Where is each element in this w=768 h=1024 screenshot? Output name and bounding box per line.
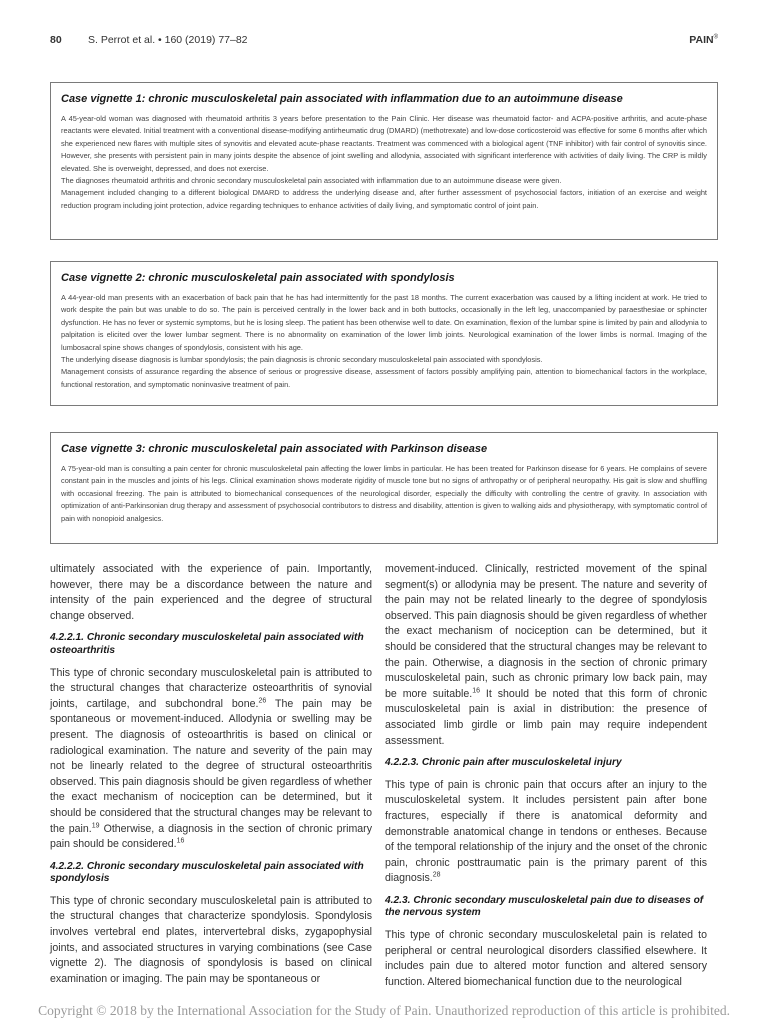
paragraph-text: This type of pain is chronic pain that occurs after an injury to the musculoskeletal system. It includes persistent pain after bone fractures, especially if there is anatomical deformity and demonstrable anatomical change in tendons or entheses. Because of the temporal relationship of the injury and the onset of the chronic pain, chronic posttraumatic pain is the primary parent of this diagnosis. — [385, 778, 707, 885]
running-header — [50, 34, 718, 50]
copyright-notice: Copyright © 2018 by the International Association for the Study of Pain. Unauthorized reproduction of this article is prohibited. — [38, 1003, 730, 1018]
body-paragraph: ultimately associated with the experience of pain. Importantly, however, there may be a discordance between the nature and intensity of the pain experienced and the degree of structural change observed. — [50, 563, 372, 622]
case-vignette-2-title: Case vignette 2: chronic musculoskeletal pain associated with spondylosis — [61, 272, 455, 284]
case-vignette-1-paragraph: Management included changing to a different biological DMARD to address the underlying disease and, after further assessment of psychosocial factors, initiation of an exercise and weight reduction program including joint protection, advice regarding techniques to enhance activities of daily living, and symptomatic control of joint pain. — [61, 188, 707, 210]
case-vignette-1-paragraph: A 45-year-old woman was diagnosed with rheumatoid arthritis 3 years before presentation to the Pain Clinic. Her disease was rheumatoid factor- and ACPA-positive arthritis, and acute-phase reactants were elevated. Initial treatment with a conventional disease-modifying antirheumatic drug (DMARD) (methotrexate) and low-dose corticosteroid was effective for some 6 months after which she experienced new flares with multiple sites of synovitis and elevated acute-phase reactants. Treatment was commenced with a biological agent (TNF inhibitor) with fair control of synovitis since. However, she presents with persistent pain in many joints despite the absence of joint swelling and allodynia, associated with significant interference with activities of daily living. The CRP is mildly elevated. She is overweight, depressed, and does not exercise. — [61, 114, 707, 173]
left-text-column — [50, 562, 372, 994]
case-vignette-2-paragraph: Management consists of assurance regarding the absence of serious or progressive disease, assessment of factors possibly amplifying pain, attention to biomechanical factors in the workplace, functional restoration, and symptomatic noninvasive treatment of pain. — [61, 367, 707, 389]
case-vignette-2-box — [50, 261, 718, 406]
body-paragraph — [385, 778, 707, 887]
reference-marker[interactable]: 19 — [91, 821, 100, 829]
body-paragraph: This type of chronic secondary musculoskeletal pain is related to peripheral or central neurological disorders classified elsewhere. It includes pain due to altered motor function and altered sensory function. Altered biomechanical function due to the neurological — [385, 929, 707, 988]
case-vignette-2-paragraph: A 44-year-old man presents with an exacerbation of back pain that he has had intermittently for the past 18 months. The current exacerbation was caused by a lifting incident at work. He tried to work despite the pain but was unable to do so. The pain is perceived centrally in the lower back and in both buttocks, occasionally in the left leg, unaccompanied by paraesthesiae or sphincter dysfunction. He has no fever or systemic symptoms, but he is losing sleep. The patient has been otherwise well to date. On examination, flexion of the lumbar spine is limited by pain and allodynia to palpitation is elicited over the lower lumbar segment. There is no abnormality on examination of the lower limb joints. Neurological examination of the lower limbs is normal. Imaging of the lumbosacral spine shows changes of spondylosis, consistent with his age. — [61, 293, 707, 352]
case-vignette-1-title: Case vignette 1: chronic musculoskeletal pain associated with inflammation due to an autoimmune disease — [61, 93, 623, 105]
journal-name — [689, 34, 718, 46]
reference-marker[interactable]: 26 — [258, 697, 267, 705]
body-paragraph — [50, 666, 372, 853]
case-vignette-3-body — [61, 463, 707, 525]
case-vignette-3-title: Case vignette 3: chronic musculoskeletal pain associated with Parkinson disease — [61, 443, 488, 455]
case-vignette-3-paragraph: A 75-year-old man is consulting a pain center for chronic musculoskeletal pain affecting the lower limbs in particular. He has been treated for Parkinson disease for 6 years. He complains of severe constant pain in the muscles and joints of his legs. Clinical examination shows moderate rigidity of muscle tone but no signs of arthropathy or of peripheral neuropathy. His gait is slow and shuffling with occasional freezing. The pain is attributed to biomechanical consequences of the neurological disorder, especially the difficulty with controlling the centre of gravity. In association with optimization of anti-Parkinsonian drug therapy and assessment of psychosocial contributors to distress and disability, attention is given to walking aids and physiotherapy, with symptomatic control of pain with nonopioid analgesics. — [61, 464, 707, 523]
section-heading-spondylosis: 4.2.2.2. Chronic secondary musculoskeletal pain associated with spondylosis — [50, 860, 364, 885]
section-heading-osteoarthritis: 4.2.2.1. Chronic secondary musculoskeletal pain associated with osteoarthritis — [50, 632, 364, 656]
case-vignette-1-box — [50, 82, 718, 240]
case-vignette-2-body — [61, 292, 707, 391]
section-heading-musculoskeletal-injury: 4.2.2.3. Chronic pain after musculoskeletal injury — [385, 757, 622, 769]
paragraph-text: It should be noted that this form of chronic musculoskeletal pain is axial in distribution: the presence of associated limb girdle or limb pain may require independent assessment. — [385, 687, 708, 747]
paragraph-text: The pain may be spontaneous or movement-induced. Allodynia or swelling may be present. The diagnosis of osteoarthritis is based on clinical or radiological examination. The nature and severity of the pain may not be linearly related to the degree of structural osteoarthritis observed. This pain diagnosis should be given regardless of whether the exact mechanism of nociception can be determined, but it should be considered that the structural changes may be relevant to the pain. — [50, 697, 372, 835]
section-heading-nervous-system: 4.2.3. Chronic secondary musculoskeletal pain due to diseases of the nervous system — [385, 894, 704, 919]
paragraph-text: This type of chronic secondary musculoskeletal pain is attributed to the structural changes that characterize osteoarthritis of synovial joints, cartilage, and subchondral bone. — [50, 666, 372, 710]
journal-title: PAIN — [689, 34, 714, 46]
body-paragraph — [385, 562, 707, 749]
page-number: 80 — [50, 34, 62, 46]
case-vignette-3-box — [50, 432, 718, 544]
reference-marker[interactable]: 16 — [176, 837, 185, 845]
paragraph-text: Otherwise, a diagnosis in the section of chronic primary pain should be considered. — [50, 822, 372, 851]
case-vignette-1-paragraph: The diagnoses rheumatoid arthritis and chronic secondary musculoskeletal pain associated with inflammation due to an autoimmune disease were given. — [61, 176, 562, 186]
right-text-column — [385, 562, 707, 997]
reference-marker[interactable]: 16 — [472, 687, 481, 695]
body-paragraph: This type of chronic secondary musculoskeletal pain is attributed to the structural changes that characterize spondylosis. Spondylosis involves vertebral end plates, intervertebral disks, zygapophysial joints, and associated structures in varying combinations (see Case vignette 2). The diagnosis of spondylosis is based on clinical examination or imaging. The pain may be spontaneous or — [50, 894, 372, 985]
paragraph-text: movement-induced. Clinically, restricted movement of the spinal segment(s) or allodynia may be present. The nature and severity of the pain may not be related linearly to the degree of spondylosis observed. This pain diagnosis should be given regardless of whether the exact mechanism of nociception can be determined, but it should be considered that the structural changes may be relevant to the pain. Otherwise, a diagnosis in the section of chronic primary musculoskeletal pain, such as chronic primary low back pain, may be more suitable. — [385, 563, 707, 700]
case-vignette-1-body — [61, 113, 707, 212]
article-citation: S. Perrot et al. • 160 (2019) 77–82 — [88, 34, 248, 46]
registered-mark: ® — [713, 34, 718, 41]
reference-marker[interactable]: 28 — [432, 871, 441, 879]
case-vignette-2-paragraph: The underlying disease diagnosis is lumbar spondylosis; the pain diagnosis is chronic secondary musculoskeletal pain associated with spondylosis. — [61, 355, 543, 365]
